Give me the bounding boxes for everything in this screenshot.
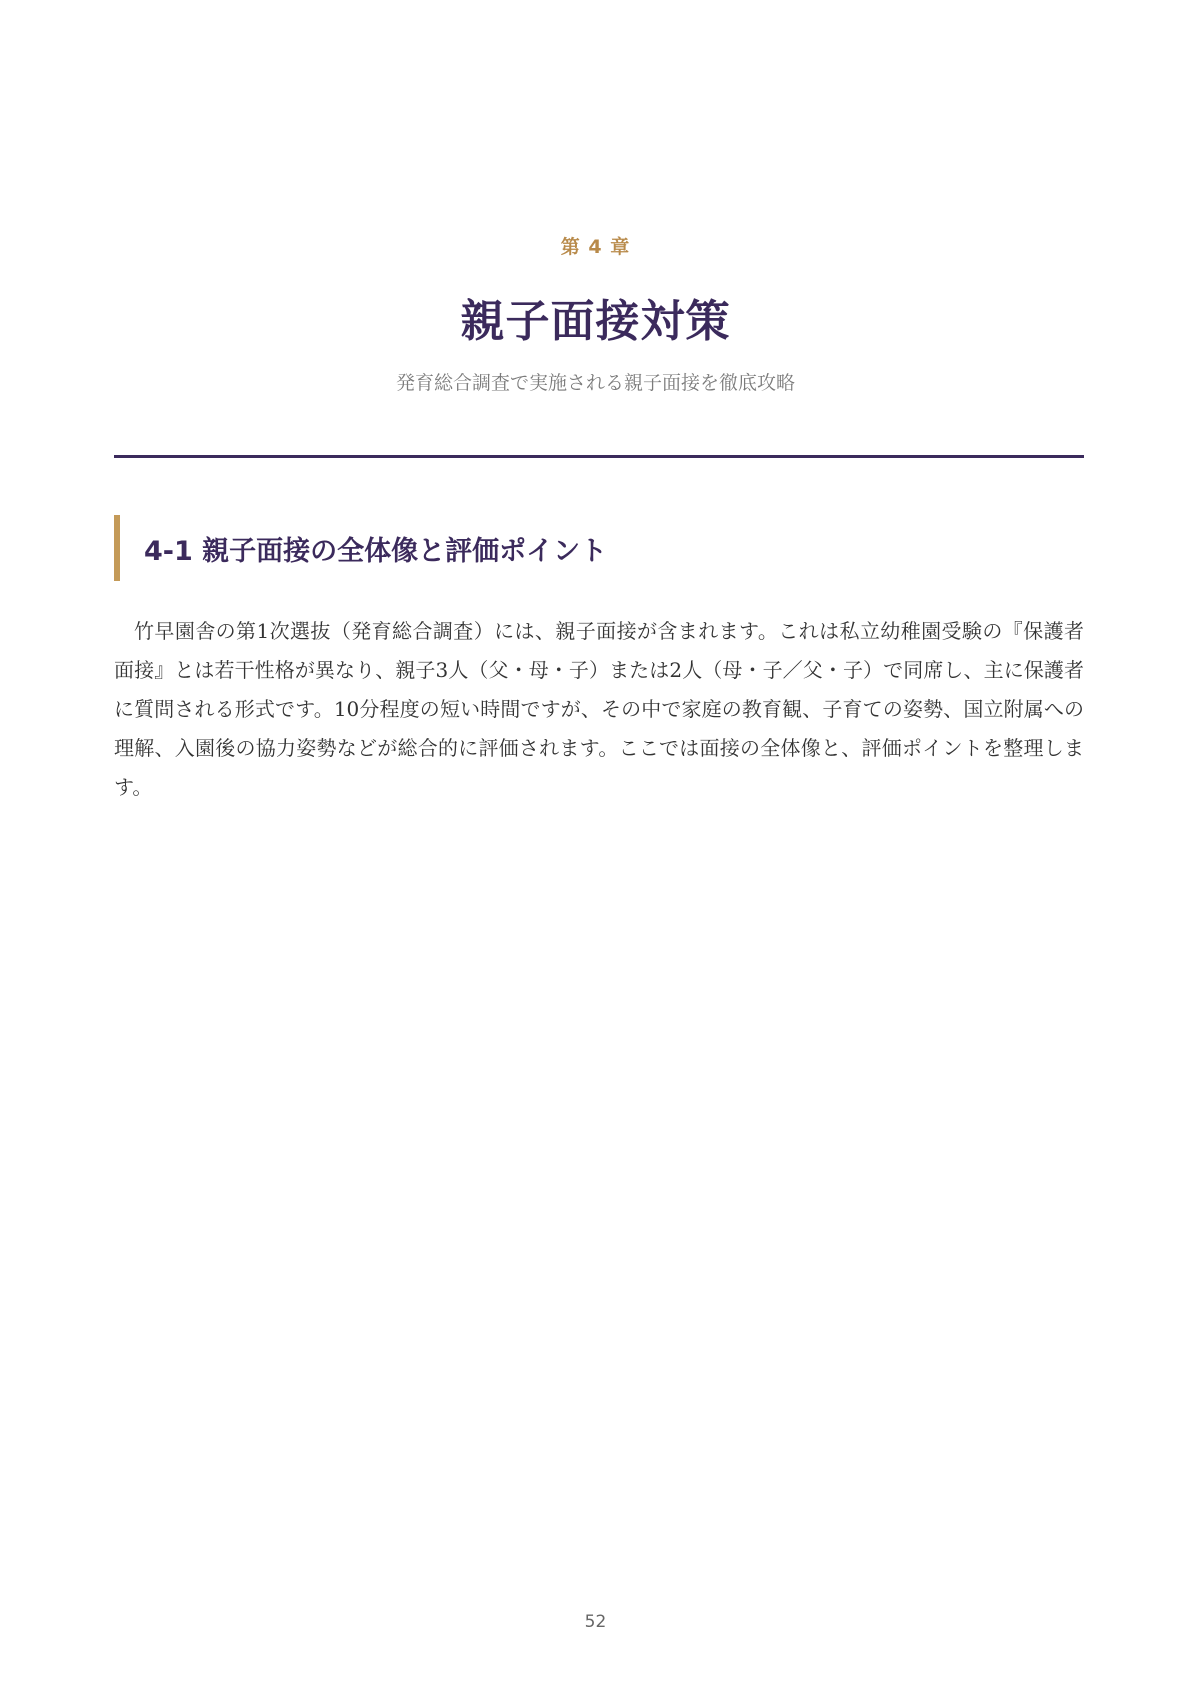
- chapter-divider: [114, 455, 1084, 458]
- page-number: 52: [584, 1612, 607, 1632]
- section-heading: [114, 515, 607, 581]
- section-heading-text: 4-1 親子面接の全体像と評価ポイント: [144, 535, 608, 567]
- chapter-title: 親子面接対策: [460, 296, 731, 347]
- chapter-label: 第 4 章: [560, 236, 631, 258]
- body-paragraph: 竹早園舎の第1次選抜（発育総合調査）には、親子面接が含まれます。これは私立幼稚園受験の『保護者面接』とは若干性格が異なり、親子3人（父・母・子）または2人（母・子／父・子）で同席し、主に保護者に質問される形式です。10分程度の短い時間ですが、その中で家庭の教育観、子育ての姿勢、国立附属への理解、入園後の協力姿勢などが総合的に評価されます。ここでは面接の全体像と、評価ポイントを整理します。: [114, 619, 1084, 799]
- chapter-subtitle: 発育総合調査で実施される親子面接を徹底攻略: [395, 372, 795, 394]
